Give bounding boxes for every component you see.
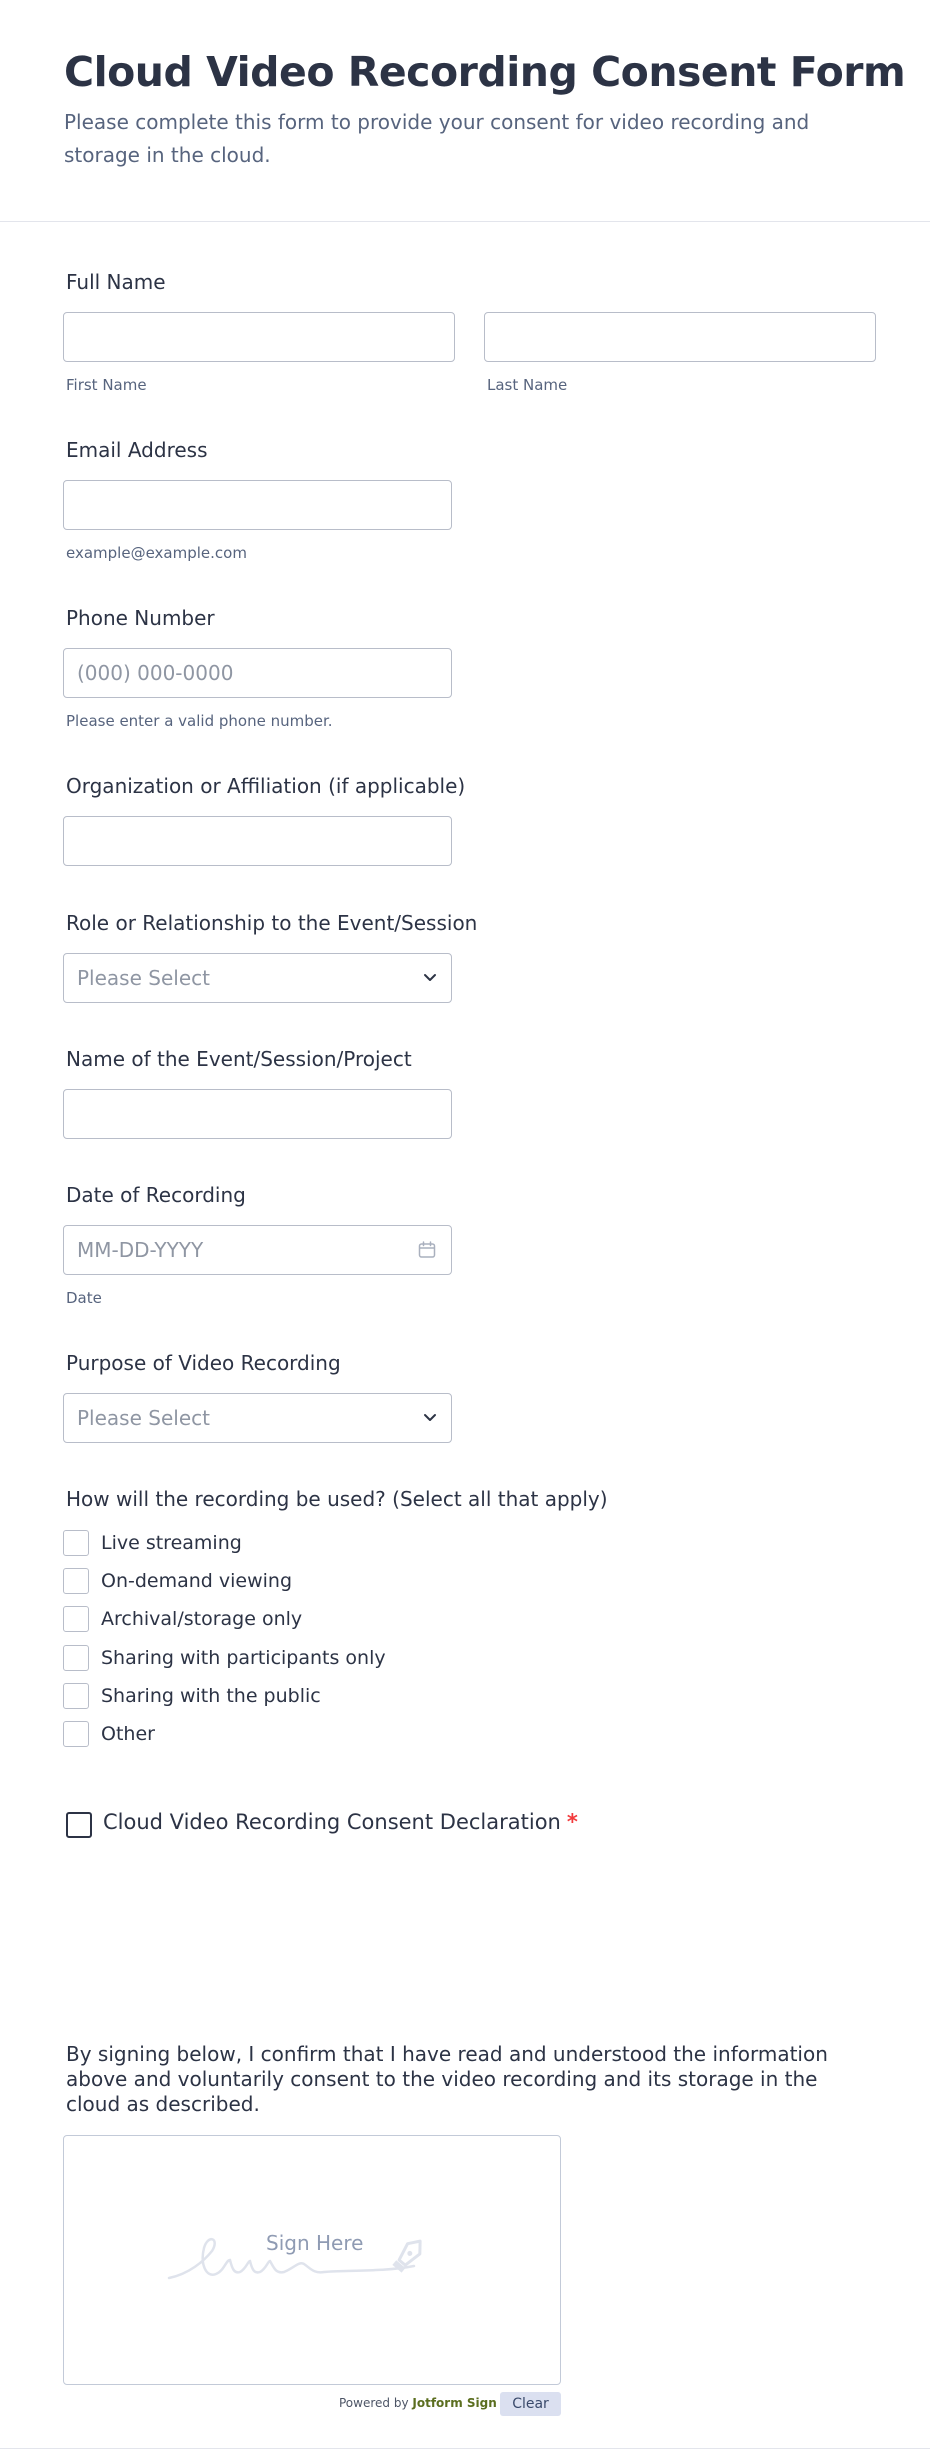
jotform-sign-link[interactable]: Jotform Sign bbox=[412, 2396, 497, 2410]
consent-checkbox[interactable] bbox=[66, 1812, 92, 1838]
role-select[interactable] bbox=[63, 953, 452, 1003]
purpose-selected-value: Please Select bbox=[77, 1406, 210, 1430]
email-input[interactable] bbox=[63, 480, 452, 530]
usage-label: How will the recording be used? (Select all that apply) bbox=[66, 1487, 608, 1511]
role-label: Role or Relationship to the Event/Session bbox=[66, 911, 478, 935]
email-sublabel: example@example.com bbox=[66, 544, 247, 562]
last-name-input[interactable] bbox=[484, 312, 876, 362]
phone-sublabel: Please enter a valid phone number. bbox=[66, 712, 333, 730]
signature-scribble-icon bbox=[164, 2216, 464, 2296]
first-name-input[interactable] bbox=[63, 312, 455, 362]
consent-label-text: Cloud Video Recording Consent Declaration bbox=[103, 1810, 561, 1834]
date-sublabel: Date bbox=[66, 1289, 102, 1307]
checkbox-label: Archival/storage only bbox=[101, 1608, 303, 1630]
signature-declaration: By signing below, I confirm that I have read and understood the information above and voluntarily consent to the video recording and its storage in the cloud as described. bbox=[66, 2042, 828, 2116]
checkbox-label: Other bbox=[101, 1723, 155, 1745]
phone-label: Phone Number bbox=[66, 606, 215, 630]
phone-placeholder: (000) 000-0000 bbox=[77, 661, 234, 685]
checkbox-label: Sharing with participants only bbox=[101, 1647, 386, 1669]
role-selected-value: Please Select bbox=[77, 966, 210, 990]
phone-input[interactable] bbox=[63, 648, 452, 698]
checkbox-label: Live streaming bbox=[101, 1532, 242, 1554]
divider bbox=[0, 2448, 930, 2449]
checkbox[interactable] bbox=[63, 1721, 89, 1747]
powered-by bbox=[339, 2396, 497, 2410]
date-input[interactable] bbox=[63, 1225, 452, 1275]
signature-placeholder: Sign Here bbox=[266, 2231, 364, 2255]
required-mark: * bbox=[566, 1810, 578, 1834]
calendar-icon[interactable] bbox=[417, 1240, 437, 1260]
clear-signature-button[interactable]: Clear bbox=[500, 2392, 561, 2416]
consent-label bbox=[103, 1810, 578, 1834]
email-label: Email Address bbox=[66, 438, 208, 462]
form-header bbox=[0, 0, 930, 222]
chevron-down-icon bbox=[421, 968, 439, 986]
date-placeholder: MM-DD-YYYY bbox=[77, 1238, 204, 1262]
checkbox-label: On-demand viewing bbox=[101, 1570, 293, 1592]
first-name-sublabel: First Name bbox=[66, 376, 147, 394]
organization-label: Organization or Affiliation (if applicable) bbox=[66, 774, 466, 798]
form-title: Cloud Video Recording Consent Form bbox=[64, 48, 906, 96]
last-name-sublabel: Last Name bbox=[487, 376, 568, 394]
chevron-down-icon bbox=[421, 1408, 439, 1426]
organization-input[interactable] bbox=[63, 816, 452, 866]
full-name-label: Full Name bbox=[66, 270, 166, 294]
checkbox[interactable] bbox=[63, 1530, 89, 1556]
purpose-select[interactable] bbox=[63, 1393, 452, 1443]
form-subtitle: Please complete this form to provide your consent for video recording and storage in the cloud. bbox=[64, 110, 810, 167]
signature-pad[interactable] bbox=[63, 2135, 561, 2385]
date-label: Date of Recording bbox=[66, 1183, 246, 1207]
event-name-input[interactable] bbox=[63, 1089, 452, 1139]
checkbox-label: Sharing with the public bbox=[101, 1685, 321, 1707]
powered-prefix: Powered by bbox=[339, 2396, 413, 2410]
purpose-label: Purpose of Video Recording bbox=[66, 1351, 341, 1375]
checkbox[interactable] bbox=[63, 1606, 89, 1632]
checkbox[interactable] bbox=[63, 1683, 89, 1709]
event-name-label: Name of the Event/Session/Project bbox=[66, 1047, 412, 1071]
checkbox[interactable] bbox=[63, 1568, 89, 1594]
checkbox[interactable] bbox=[63, 1645, 89, 1671]
